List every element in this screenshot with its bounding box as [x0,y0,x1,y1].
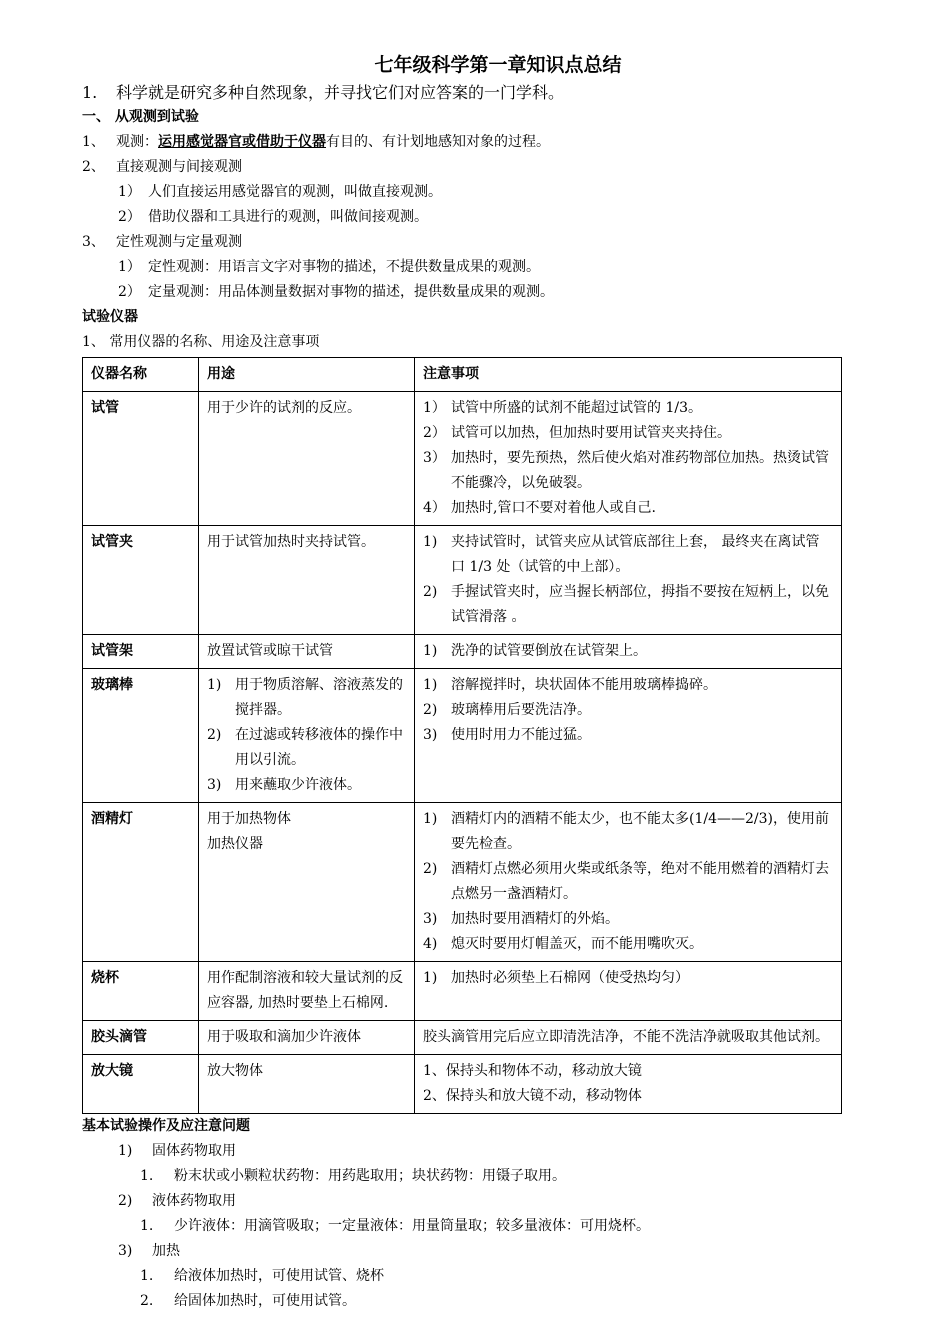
note-text: 夹持试管时，试管夹应从试管底部往上套， 最终夹在离试管口 1/3 处（试管的中上部）。 [451,534,820,575]
note-number: 1) [423,677,438,693]
instrument-name: 胶头滴管 [83,1021,199,1055]
use-line: 用于吸取和滴加少许液体 [207,1029,361,1045]
item3-number: 3、 [82,234,105,250]
item2-text: 直接观测与间接观测 [116,159,242,175]
operation-group-title: 液体药物取用 [152,1193,236,1209]
use-list-item [207,773,406,798]
note-item [423,396,833,421]
section3-body [82,1139,844,1314]
use-line: 加热仪器 [207,836,263,852]
item2-sub-2-number: 2） [118,209,141,225]
instrument-use [199,392,415,526]
table-row [83,803,842,962]
operation-item [82,1164,844,1189]
instrument-notes [415,669,842,803]
note-item [423,857,833,907]
observation-definition [82,130,844,155]
item2-heading [82,155,844,180]
item2-sub-1-number: 1） [118,184,141,200]
instrument-notes [415,392,842,526]
document-page [82,50,844,1314]
instrument-name: 酒精灯 [83,803,199,962]
instrument-notes [415,962,842,1021]
instrument-use [199,635,415,669]
note-number: 2) [423,861,438,877]
item3-text: 定性观测与定量观测 [116,234,242,250]
operation-item [82,1289,844,1314]
use-line: 放置试管或晾干试管 [207,643,333,659]
operation-item-text: 粉末状或小颗粒状药物：用药匙取用；块状药物：用镊子取用。 [174,1168,566,1184]
note-number: 1) [423,643,438,659]
intro-number: 1. [82,83,98,102]
table-row [83,1021,842,1055]
note-line: 胶头滴管用完后应立即清洗洁净，不能不洗洁净就吸取其他试剂。 [423,1029,829,1045]
intro-text: 科学就是研究多种自然现象，并寻找它们对应答案的一门学科。 [116,83,565,102]
note-number: 1） [423,400,446,416]
item3-sub-1 [82,255,844,280]
note-item [423,807,833,857]
note-number: 1) [423,970,438,986]
note-item [423,496,833,521]
note-text: 酒精灯点燃必须用火柴或纸条等，绝对不能用燃着的酒精灯去点燃另一盏酒精灯。 [451,861,829,902]
operation-group-number: 3) [118,1243,133,1259]
table-row [83,962,842,1021]
operation-group-number: 1) [118,1143,133,1159]
section1-heading: 一、 从观测到试验 [82,109,199,125]
note-number: 2) [423,702,438,718]
note-item [423,698,833,723]
operation-group-heading [82,1189,844,1214]
note-item [423,446,833,496]
item3-sub-1-text: 定性观测：用语言文字对事物的描述，不提供数量成果的观测。 [148,259,540,275]
use-list-item [207,673,406,723]
use-item-text: 在过滤或转移液体的操作中用以引流。 [235,727,403,768]
note-text: 试管中所盛的试剂不能超过试管的 1/3。 [451,400,702,416]
note-text: 试管可以加热，但加热时要用试管夹夹持住。 [451,425,731,441]
use-item-text: 用于物质溶解、溶液蒸发的搅拌器。 [235,677,403,718]
note-item [423,530,833,580]
operation-group-number: 2) [118,1193,133,1209]
item3-sub-2-number: 2） [118,284,141,300]
instrument-name: 玻璃棒 [83,669,199,803]
operation-item-number: 2. [140,1293,154,1309]
item2-sub-1 [82,180,844,205]
note-line: 1、保持头和物体不动，移动放大镜 [423,1063,642,1079]
note-number: 1) [423,811,438,827]
instrument-notes [415,526,842,635]
operation-group-title: 固体药物取用 [152,1143,236,1159]
table-row [83,1055,842,1114]
item1-number: 1、 [82,134,105,150]
note-text: 玻璃棒用后要洗洁净。 [451,702,591,718]
use-line: 用于加热物体 [207,811,291,827]
item2-number: 2、 [82,159,105,175]
header-use: 用途 [199,358,415,392]
note-text: 加热时,管口不要对着他人或自己. [451,500,656,516]
note-item [423,723,833,748]
note-number: 4） [423,500,446,516]
operation-group-heading [82,1139,844,1164]
instrument-name: 试管架 [83,635,199,669]
use-line: 用于少许的试剂的反应。 [207,400,361,416]
instrument-use [199,526,415,635]
use-line: 用于试管加热时夹持试管。 [207,534,375,550]
operation-item-text: 给液体加热时，可使用试管、烧杯 [174,1268,384,1284]
note-text: 溶解搅拌时，块状固体不能用玻璃棒捣碎。 [451,677,717,693]
use-item-number: 2) [207,727,222,743]
instrument-name: 试管夹 [83,526,199,635]
note-item [423,580,833,630]
item2-sub-1-text: 人们直接运用感觉器官的观测，叫做直接观测。 [148,184,442,200]
note-item [423,932,833,957]
instrument-use [199,669,415,803]
item2-sub-2 [82,205,844,230]
note-item [423,639,833,664]
note-text: 手握试管夹时，应当握长柄部位，拇指不要按在短柄上，以免试管滑落 。 [451,584,829,625]
instrument-use [199,1021,415,1055]
table-row [83,526,842,635]
item1-prefix: 观测： [116,134,158,150]
note-text: 加热时，要先预热，然后使火焰对准药物部位加热。热烫试管不能骤冷，以免破裂。 [451,450,829,491]
item3-sub-1-number: 1） [118,259,141,275]
note-text: 熄灭时要用灯帽盖灭，而不能用嘴吹灭。 [451,936,703,952]
note-number: 4) [423,936,438,952]
instrument-name: 烧杯 [83,962,199,1021]
instrument-name: 放大镜 [83,1055,199,1114]
note-text: 使用时用力不能过猛。 [451,727,591,743]
item1-underlined: 运用感觉器官或借助于仪器 [158,134,326,150]
operation-item-text: 少许液体：用滴管吸取；一定量液体：用量筒量取；较多量液体：可用烧杯。 [174,1218,650,1234]
note-number: 2） [423,425,446,441]
note-number: 2) [423,584,438,600]
use-line: 放大物体 [207,1063,263,1079]
use-list-item [207,723,406,773]
note-number: 3） [423,450,446,466]
use-item-number: 1) [207,677,222,693]
note-item [423,966,833,991]
note-text: 加热时要用酒精灯的外焰。 [451,911,619,927]
instrument-table [82,357,842,1114]
note-number: 3) [423,727,438,743]
table-row [83,635,842,669]
instrument-notes [415,635,842,669]
operation-item [82,1264,844,1289]
item2-sub-2-text: 借助仪器和工具进行的观测，叫做间接观测。 [148,209,428,225]
operation-group-heading [82,1239,844,1264]
operation-group-title: 加热 [152,1243,180,1259]
note-number: 3) [423,911,438,927]
instrument-use [199,1055,415,1114]
note-text: 洗净的试管要倒放在试管架上。 [451,643,647,659]
item3-sub-2 [82,280,844,305]
use-item-text: 用来蘸取少许液体。 [235,777,361,793]
page-title: 七年级科学第一章知识点总结 [374,54,622,76]
operation-item-text: 给固体加热时，可使用试管。 [174,1293,356,1309]
operation-item-number: 1. [140,1218,154,1234]
use-line: 用作配制溶液和较大量试剂的反应容器, 加热时要垫上石棉网. [207,970,403,1011]
note-number: 1) [423,534,438,550]
instrument-use [199,962,415,1021]
header-name: 仪器名称 [83,358,199,392]
instrument-name: 试管 [83,392,199,526]
instrument-notes [415,1055,842,1114]
item1-rest: 有目的、有计划地感知对象的过程。 [326,134,550,150]
section3-heading: 基本试验操作及应注意问题 [82,1118,250,1134]
operation-item-number: 1. [140,1168,154,1184]
operation-item [82,1214,844,1239]
note-item [423,421,833,446]
table-header-row [83,358,842,392]
section2-heading: 试验仪器 [82,309,138,325]
use-item-number: 3) [207,777,222,793]
section2-subheading: 1、 常用仪器的名称、用途及注意事项 [82,334,320,350]
note-text: 加热时必须垫上石棉网（使受热均匀） [451,970,689,986]
instrument-use [199,803,415,962]
item3-heading [82,230,844,255]
table-row [83,392,842,526]
item3-sub-2-text: 定量观测：用品体测量数据对事物的描述，提供数量成果的观测。 [148,284,554,300]
intro-line [82,80,844,105]
note-item [423,907,833,932]
table-row [83,669,842,803]
instrument-notes [415,1021,842,1055]
instrument-notes [415,803,842,962]
header-notes: 注意事项 [415,358,842,392]
note-line: 2、保持头和放大镜不动，移动物体 [423,1088,642,1104]
operation-item-number: 1. [140,1268,154,1284]
note-item [423,673,833,698]
note-text: 酒精灯内的酒精不能太少，也不能太多(1/4——2/3)，使用前要先检查。 [451,811,829,852]
